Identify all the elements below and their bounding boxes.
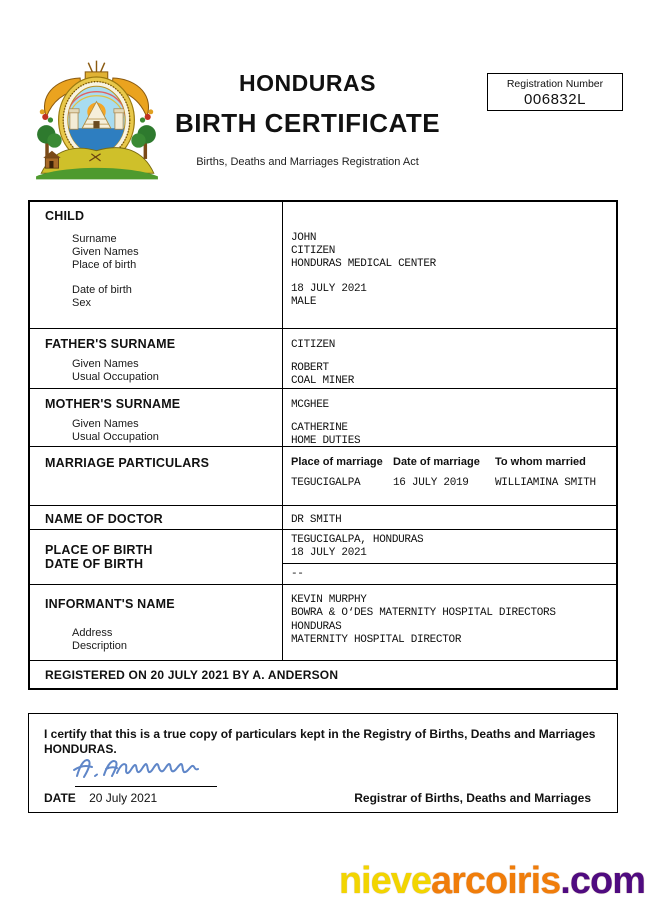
registration-number-value: 006832L [524, 91, 586, 108]
child-date-of-birth-label: Date of birth [72, 284, 132, 296]
informant-org-value: BOWRA & O‘DES MATERNITY HOSPITAL DIRECTORS [291, 607, 556, 620]
informant-address-value: HONDURAS [291, 620, 342, 633]
certify-statement-line1: I certify that this is a true copy of particulars kept in the Registry of Births, Deaths and Marriages [44, 727, 596, 741]
informant-address-label: Address [72, 626, 113, 639]
child-section-title: CHILD [45, 209, 85, 223]
registrar-title: Registrar of Births, Deaths and Marriages [354, 791, 591, 805]
birth-date-value: 18 JULY 2021 [291, 547, 367, 560]
watermark-part1: nieve [338, 860, 431, 902]
registration-number-box [487, 73, 623, 111]
informant-description-label: Description [72, 639, 128, 652]
mother-given-names-label: Given Names [72, 418, 139, 431]
mother-occupation-label: Usual Occupation [72, 431, 159, 444]
section-father [30, 328, 616, 388]
father-given-names-value: ROBERT [291, 361, 329, 374]
father-given-names-label: Given Names [72, 357, 139, 370]
marriage-section-title: MARRIAGE PARTICULARS [45, 456, 210, 471]
document-title: BIRTH CERTIFICATE [174, 108, 441, 138]
child-place-of-birth-label: Place of birth [72, 259, 137, 271]
watermark-nievearcoiris [339, 860, 645, 903]
place-of-marriage-label: Place of marriage [291, 456, 383, 469]
informant-section-title: INFORMANT'S NAME [45, 596, 175, 611]
act-subtitle: Births, Deaths and Marriages Registration Act [196, 156, 419, 168]
father-section-title: FATHER'S SURNAME [45, 336, 176, 351]
birth-extra-value: -- [291, 568, 304, 581]
mother-surname-value: MCGHEE [291, 399, 329, 412]
doctor-name-value: DR SMITH [291, 513, 342, 526]
date-of-marriage-label: Date of marriage [393, 456, 480, 469]
section-birth [30, 529, 616, 584]
to-whom-married-label: To whom married [495, 456, 586, 469]
section-marriage [30, 446, 616, 504]
country-title: HONDURAS [239, 70, 376, 96]
child-place-of-birth-value: HONDURAS MEDICAL CENTER [291, 258, 436, 270]
child-given-names-label: Given Names [72, 246, 139, 258]
place-of-birth-section-title: PLACE OF BIRTH [45, 543, 153, 558]
to-whom-married-value: WILLIAMINA SMITH [495, 477, 596, 490]
registered-on-text: REGISTERED ON 20 JULY 2021 BY A. ANDERSON [45, 667, 339, 682]
child-given-names-value: CITIZEN [291, 245, 336, 257]
certificate-table [28, 200, 618, 690]
doctor-section-title: NAME OF DOCTOR [45, 511, 163, 526]
section-mother [30, 388, 616, 446]
registration-number-label: Registration Number [506, 78, 604, 90]
watermark-part3: .com [560, 860, 645, 902]
child-sex-label: Sex [72, 297, 91, 309]
child-sex-value: MALE [291, 296, 317, 308]
section-registered [30, 660, 616, 688]
section-child [30, 202, 616, 328]
date-of-marriage-value: 16 JULY 2019 [393, 477, 469, 490]
date-value: 20 July 2021 [89, 791, 158, 805]
father-occupation-value: COAL MINER [291, 374, 355, 387]
date-of-birth-section-title: DATE OF BIRTH [45, 557, 144, 572]
child-date-of-birth-value: 18 JULY 2021 [291, 283, 367, 295]
watermark-part2: arcoiris [430, 860, 561, 902]
informant-description-value: MATERNITY HOSPITAL DIRECTOR [291, 634, 462, 647]
father-occupation-label: Usual Occupation [72, 370, 159, 383]
child-surname-value: JOHN [291, 232, 317, 244]
mother-occupation-value: HOME DUTIES [291, 435, 361, 448]
date-label: DATE [44, 791, 76, 805]
birth-place-value: TEGUCIGALPA, HONDURAS [291, 534, 424, 547]
mother-section-title: MOTHER'S SURNAME [45, 397, 181, 412]
father-surname-value: CITIZEN [291, 338, 336, 351]
section-informant [30, 584, 616, 660]
child-surname-label: Surname [72, 233, 117, 245]
place-of-marriage-value: TEGUCIGALPA [291, 477, 361, 490]
certify-statement-line2: HONDURAS. [44, 741, 117, 756]
informant-name-value: KEVIN MURPHY [291, 593, 367, 606]
certification-box [28, 713, 618, 813]
section-doctor [30, 505, 616, 530]
mother-given-names-value: CATHERINE [291, 422, 348, 435]
registrar-signature [71, 752, 221, 787]
